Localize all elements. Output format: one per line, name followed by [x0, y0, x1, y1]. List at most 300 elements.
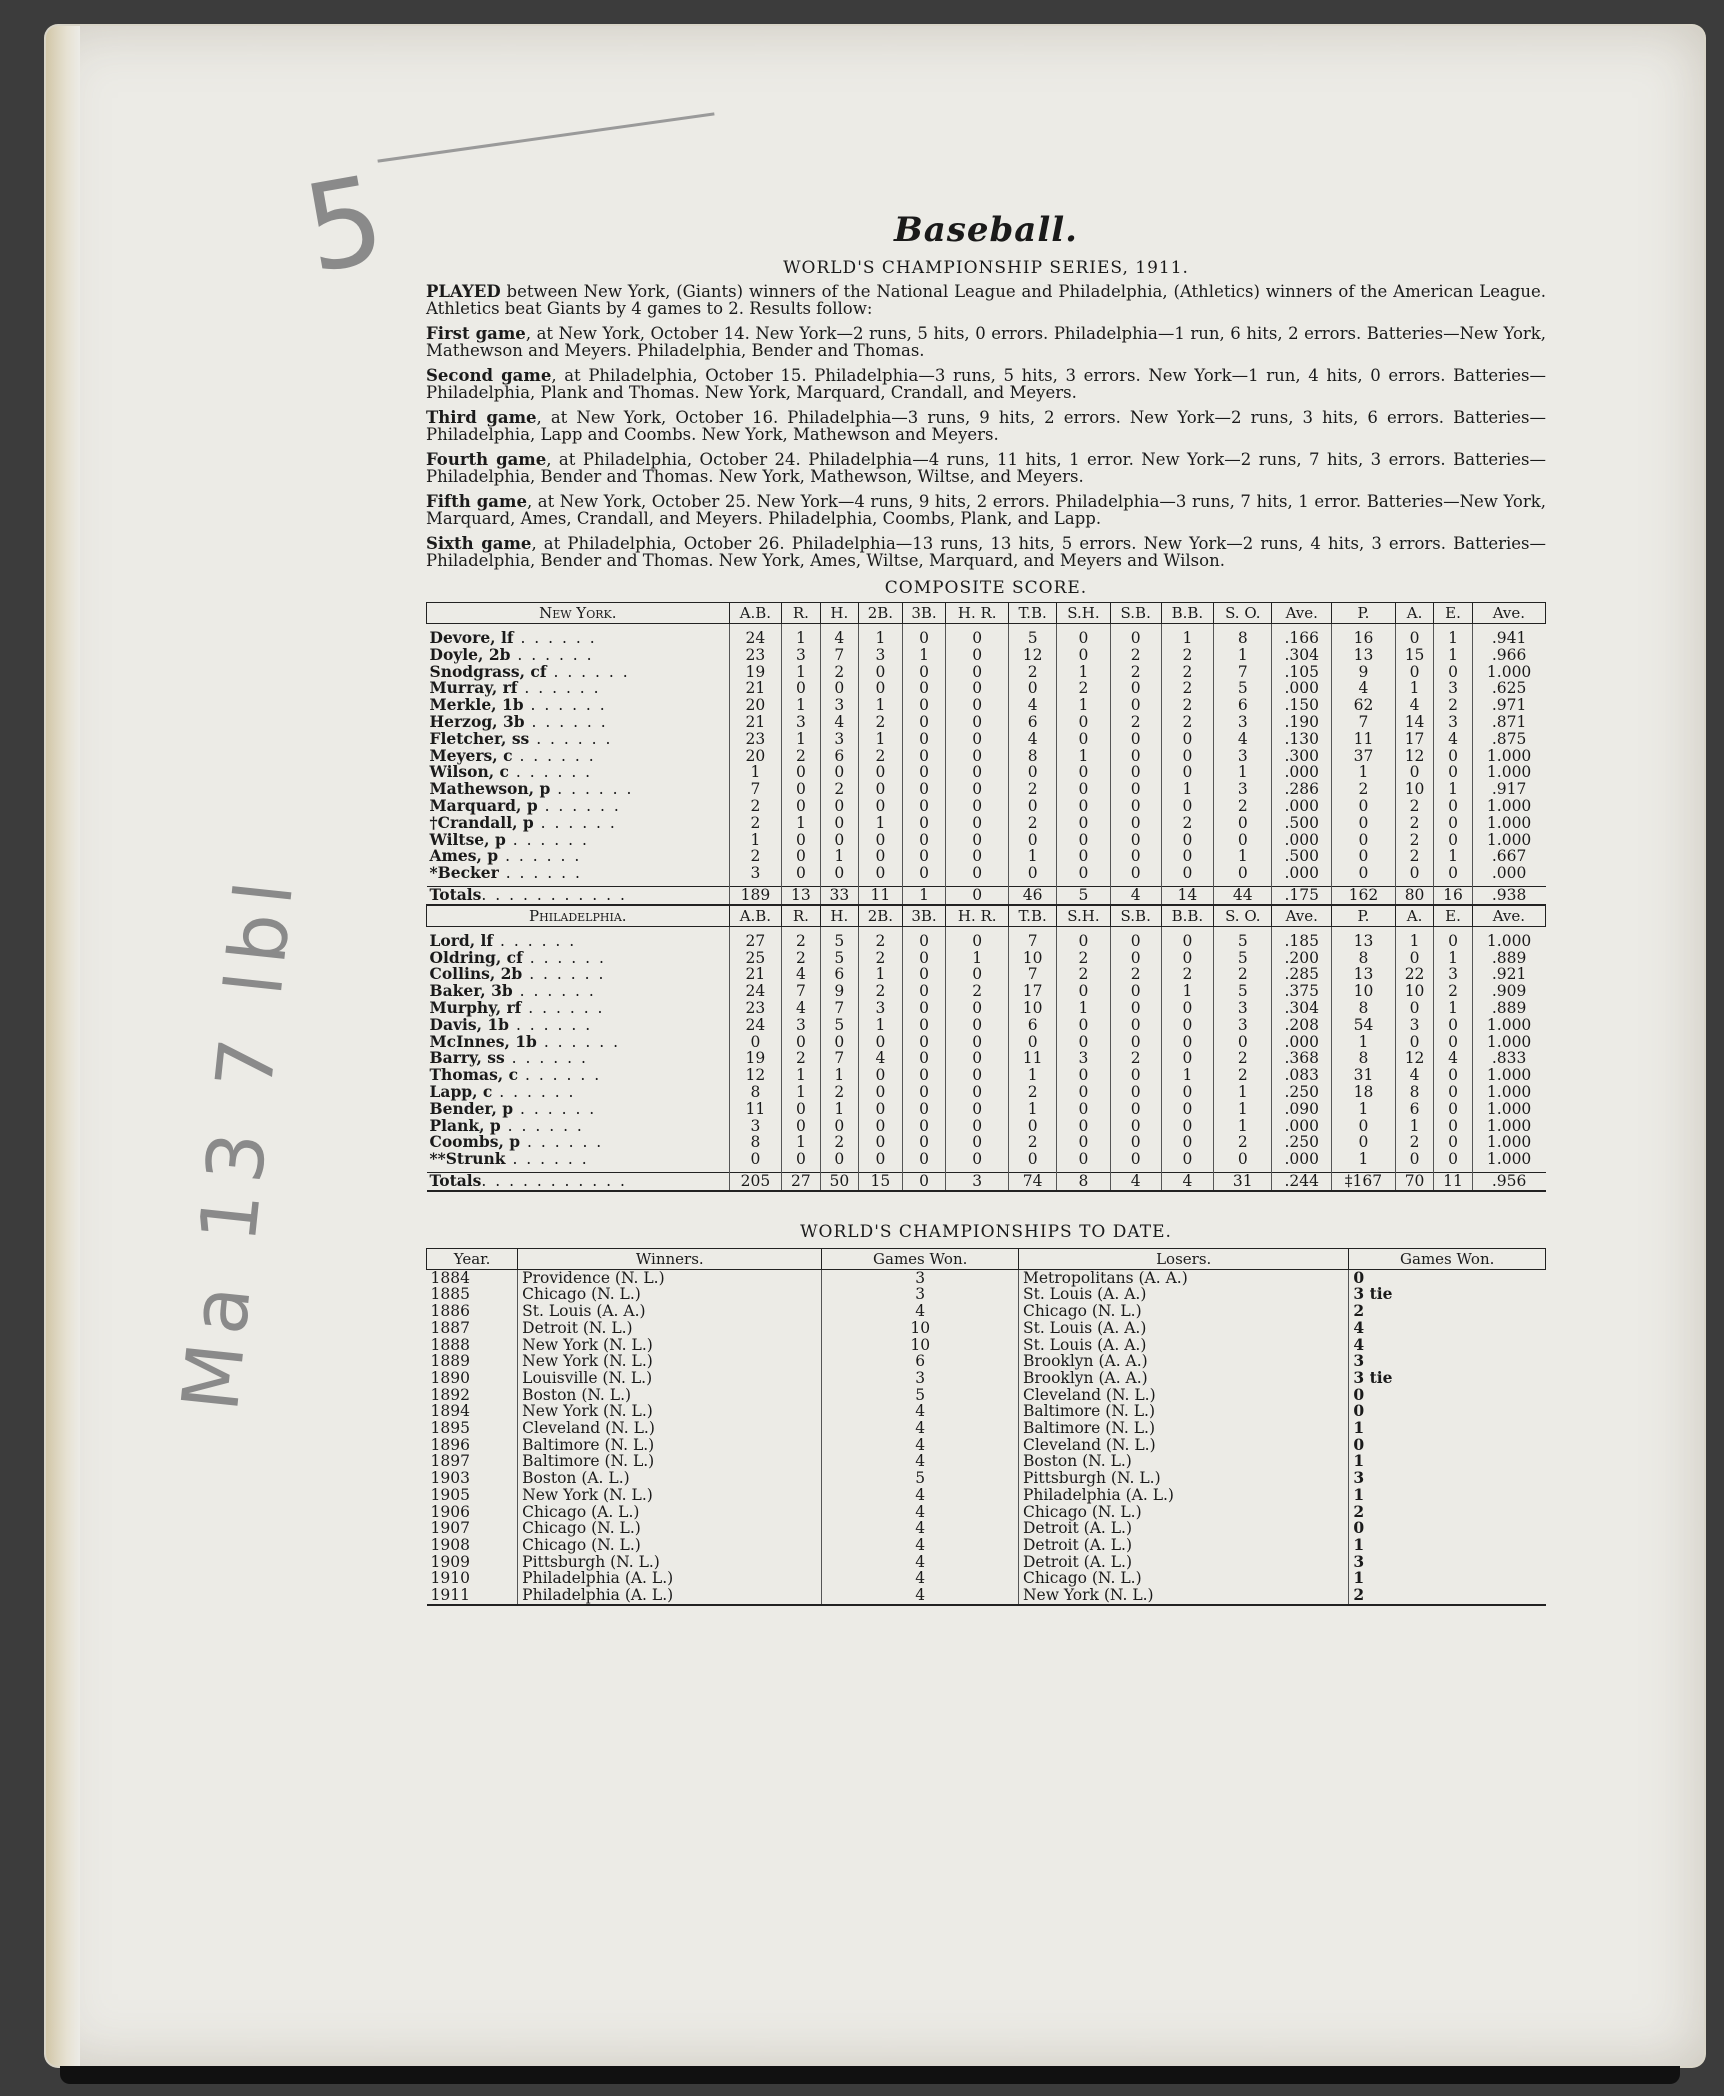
column-header: E.: [1434, 905, 1472, 927]
stat-cell: 0: [859, 1067, 903, 1084]
stat-cell: 0: [1057, 848, 1111, 865]
stat-cell: 8: [1332, 1000, 1396, 1017]
stat-cell: 1: [902, 647, 946, 664]
stat-cell: 0: [1332, 1134, 1396, 1151]
stat-cell: .000: [1472, 865, 1545, 886]
stat-cell: 0: [946, 624, 1009, 647]
year-cell: 1894: [430, 1402, 470, 1421]
stat-cell: 0: [1214, 1151, 1272, 1172]
game-results: [426, 284, 1546, 569]
column-header: A.B.: [729, 905, 782, 927]
column-header: B.B.: [1161, 905, 1214, 927]
stat-cell: 0: [902, 1101, 946, 1118]
stat-cell: 5: [820, 926, 858, 949]
stat-cell: 2: [1214, 966, 1272, 983]
leader-dots: . . . . . .: [529, 729, 613, 748]
totals-label-text: Totals: [429, 884, 482, 904]
stat-cell: 2: [946, 983, 1009, 1000]
stat-cell: 0: [859, 865, 903, 886]
stat-cell: .889: [1472, 1000, 1545, 1017]
stat-cell: 3: [782, 1017, 820, 1034]
stat-cell: 0: [1110, 1034, 1161, 1051]
stat-cell: 0: [1395, 1151, 1433, 1172]
stat-cell: 0: [946, 798, 1009, 815]
stat-cell: 0: [946, 865, 1009, 886]
stat-cell: 3: [1214, 1000, 1272, 1017]
stat-cell: 7: [1009, 926, 1057, 949]
column-header: T.B.: [1009, 905, 1057, 927]
stat-cell: 0: [946, 815, 1009, 832]
stat-cell: 1: [1395, 1118, 1433, 1135]
stat-cell: 1: [1214, 1118, 1272, 1135]
winner-cell: Detroit (N. L.): [518, 1320, 822, 1337]
total-cell: 205: [729, 1172, 782, 1190]
player-row: [427, 1118, 1546, 1135]
stat-cell: 3: [820, 731, 858, 748]
winner-cell: New York (N. L.): [518, 1487, 822, 1504]
loser-cell: Brooklyn (A. A.): [1018, 1370, 1348, 1387]
stat-cell: 0: [859, 1034, 903, 1051]
stat-cell: 2: [1214, 1050, 1272, 1067]
stat-cell: 0: [1395, 764, 1433, 781]
stat-cell: 23: [729, 1000, 782, 1017]
stat-cell: 3: [729, 865, 782, 886]
stat-cell: 1: [1057, 664, 1111, 681]
stat-cell: 1: [782, 731, 820, 748]
loser-cell: Chicago (N. L.): [1018, 1570, 1348, 1587]
stat-cell: .083: [1272, 1067, 1332, 1084]
leader-dots: . . . . . .: [500, 1116, 584, 1135]
stat-cell: 0: [1161, 832, 1214, 849]
stat-cell: 1: [1332, 1151, 1396, 1172]
stat-cell: 0: [1110, 764, 1161, 781]
stat-cell: 0: [1110, 1067, 1161, 1084]
stat-cell: 0: [1057, 1017, 1111, 1034]
stat-cell: 2: [1110, 664, 1161, 681]
stat-cell: 0: [946, 1017, 1009, 1034]
column-header: R.: [782, 603, 820, 624]
stat-cell: 2: [1395, 1134, 1433, 1151]
player-name-text: Devore, lf: [429, 628, 514, 647]
printed-page: [426, 210, 1546, 1606]
stat-cell: 1.000: [1472, 926, 1545, 949]
stat-cell: 9: [820, 983, 858, 1000]
stat-cell: 3: [859, 647, 903, 664]
stat-cell: 0: [1434, 748, 1472, 765]
games-won-cell: 3: [822, 1370, 1019, 1387]
stat-cell: 6: [820, 748, 858, 765]
championship-row: [427, 1504, 1546, 1521]
paragraph-text: , at New York, October 16. Philadelphia—3 runs, 9 hits, 2 errors. New York—2 runs, 3 hits, 6 errors. Batteries—Philadelphia, Lapp and Coombs. New York, Mathewson and Meyers.: [426, 408, 1546, 444]
stat-cell: 0: [782, 1101, 820, 1118]
stat-cell: 1: [1395, 926, 1433, 949]
stat-cell: 0: [859, 1134, 903, 1151]
stat-cell: 0: [1057, 714, 1111, 731]
stat-cell: 0: [1161, 748, 1214, 765]
stat-cell: 2: [1110, 647, 1161, 664]
stat-cell: 2: [1395, 815, 1433, 832]
stat-cell: 0: [782, 865, 820, 886]
leader-dots: . . . . . .: [513, 1099, 597, 1118]
stat-cell: .130: [1272, 731, 1332, 748]
stat-cell: 0: [1161, 1050, 1214, 1067]
column-header: P.: [1332, 603, 1396, 624]
total-cell: .175: [1272, 886, 1332, 904]
championships-table: [426, 1248, 1546, 1606]
stat-cell: 0: [902, 748, 946, 765]
stat-cell: 0: [902, 832, 946, 849]
stat-cell: 12: [729, 1067, 782, 1084]
championship-row: [427, 1554, 1546, 1571]
paragraph-text: , at Philadelphia, October 15. Philadelphia—3 runs, 5 hits, 3 errors. New York—1 run, 4 hits, 0 errors. Batteries—Philadelphia, Plank and Thomas. New York, Marquard, Crandall, and Meyers.: [426, 366, 1546, 402]
stat-cell: 1: [1332, 1034, 1396, 1051]
stat-cell: 0: [902, 714, 946, 731]
championship-row: [427, 1437, 1546, 1454]
stat-cell: 0: [1057, 926, 1111, 949]
total-cell: 44: [1214, 886, 1272, 904]
column-header: 2B.: [859, 603, 903, 624]
total-cell: 4: [1110, 1172, 1161, 1190]
loser-cell: Metropolitans (A. A.): [1018, 1269, 1348, 1286]
player-row: [427, 1134, 1546, 1151]
stat-cell: 0: [902, 1067, 946, 1084]
loser-cell: St. Louis (A. A.): [1018, 1286, 1348, 1303]
stat-cell: 0: [902, 983, 946, 1000]
games-won-cell: 4: [822, 1554, 1019, 1571]
games-won-cell: 3: [822, 1286, 1019, 1303]
stat-cell: .208: [1272, 1017, 1332, 1034]
championships-header: [427, 1248, 1546, 1269]
stat-cell: 2: [1161, 680, 1214, 697]
championship-row: [427, 1303, 1546, 1320]
stat-cell: 0: [1057, 764, 1111, 781]
player-name-text: Coombs, p: [429, 1132, 521, 1152]
stat-cell: 2: [1009, 1134, 1057, 1151]
player-name-text: Barry, ss: [429, 1048, 505, 1068]
stat-cell: 0: [1161, 1017, 1214, 1034]
winner-cell: New York (N. L.): [518, 1403, 822, 1420]
stat-cell: 0: [946, 748, 1009, 765]
stat-cell: 0: [1434, 764, 1472, 781]
stat-cell: 0: [1110, 926, 1161, 949]
series-subtitle: WORLD'S CHAMPIONSHIP SERIES, 1911.: [783, 258, 1189, 278]
stat-cell: 24: [729, 1017, 782, 1034]
stat-cell: 0: [820, 865, 858, 886]
leader-dots: . . . . . .: [509, 1015, 593, 1034]
column-header: Winners.: [518, 1248, 822, 1269]
games-lost-cell: 2: [1349, 1303, 1546, 1320]
stat-cell: 2: [1161, 966, 1214, 983]
year-cell: 1911: [427, 1587, 518, 1605]
total-cell: 4: [1110, 886, 1161, 904]
stat-cell: 2: [820, 1134, 858, 1151]
stat-cell: 1.000: [1472, 1017, 1545, 1034]
games-won-cell: 4: [822, 1420, 1019, 1437]
games-lost-cell: 0: [1349, 1269, 1546, 1286]
stat-cell: 0: [1057, 815, 1111, 832]
stat-cell: 0: [782, 764, 820, 781]
stat-cell: 0: [1110, 815, 1161, 832]
stat-cell: 0: [1434, 1151, 1472, 1172]
stat-cell: 0: [902, 926, 946, 949]
stat-cell: 0: [1110, 1118, 1161, 1135]
philadelphia-rows: [427, 926, 1546, 1190]
stat-cell: 2: [1057, 950, 1111, 967]
stat-cell: 2: [859, 926, 903, 949]
games-won-cell: 4: [822, 1570, 1019, 1587]
player-row: [427, 1067, 1546, 1084]
stat-cell: 7: [820, 1050, 858, 1067]
leader-dots: . . . . . .: [510, 645, 594, 664]
stat-cell: 4: [820, 624, 858, 647]
loser-cell: Detroit (A. L.): [1018, 1520, 1348, 1537]
stat-cell: 9: [1332, 664, 1396, 681]
stat-cell: 2: [820, 664, 858, 681]
totals-label: [427, 886, 730, 904]
total-cell: 13: [782, 886, 820, 904]
stat-cell: 0: [902, 865, 946, 886]
player-row: [427, 1050, 1546, 1067]
loser-cell: Baltimore (N. L.): [1018, 1420, 1348, 1437]
stat-cell: 0: [859, 1101, 903, 1118]
stat-cell: 8: [729, 1084, 782, 1101]
stat-cell: 0: [1110, 1017, 1161, 1034]
leader-dots: . . . . . .: [521, 998, 605, 1017]
stat-cell: 0: [902, 781, 946, 798]
games-lost-cell: 0: [1349, 1387, 1546, 1404]
stat-cell: 0: [1057, 983, 1111, 1000]
total-cell: ‡167: [1332, 1172, 1396, 1190]
stat-cell: 1.000: [1472, 1101, 1545, 1118]
stat-cell: .250: [1272, 1084, 1332, 1101]
player-row: [427, 624, 1546, 647]
leader-dots: . . . . . .: [504, 1049, 588, 1068]
player-name-text: Wiltse, p: [429, 829, 506, 849]
games-lost-cell: 3: [1349, 1554, 1546, 1571]
stat-cell: 0: [902, 1118, 946, 1135]
stat-cell: 0: [1395, 1034, 1433, 1051]
player-row: [427, 664, 1546, 681]
stat-cell: 2: [859, 950, 903, 967]
total-cell: 46: [1009, 886, 1057, 904]
stat-cell: 0: [1434, 1118, 1472, 1135]
player-name-text: Meyers, c: [429, 745, 513, 765]
stat-cell: 0: [1434, 798, 1472, 815]
stat-cell: 0: [782, 1151, 820, 1172]
stat-cell: 12: [1395, 1050, 1433, 1067]
stat-cell: 1: [859, 731, 903, 748]
stat-cell: .250: [1272, 1134, 1332, 1151]
winner-cell: Chicago (N. L.): [518, 1537, 822, 1554]
year-cell: 1888: [430, 1335, 470, 1354]
composite-header-philadelphia: [427, 905, 1546, 927]
stat-cell: .625: [1472, 680, 1545, 697]
stat-cell: 1: [1057, 748, 1111, 765]
player-row: [427, 983, 1546, 1000]
column-header: A.: [1395, 603, 1433, 624]
leader-dots: . . . . . .: [524, 712, 608, 731]
column-header: S.H.: [1057, 603, 1111, 624]
stat-cell: 0: [1434, 664, 1472, 681]
total-cell: 80: [1395, 886, 1433, 904]
stat-cell: 0: [1332, 832, 1396, 849]
stat-cell: 1: [1434, 1000, 1472, 1017]
stat-cell: 0: [1057, 1151, 1111, 1172]
stat-cell: 1: [1214, 848, 1272, 865]
stat-cell: 4: [1434, 731, 1472, 748]
stat-cell: 1.000: [1472, 1134, 1545, 1151]
stat-cell: 7: [782, 983, 820, 1000]
stat-cell: 31: [1332, 1067, 1396, 1084]
player-name-text: Fletcher, ss: [429, 728, 530, 748]
stat-cell: 0: [782, 781, 820, 798]
stat-cell: 0: [1395, 865, 1433, 886]
stat-cell: 25: [729, 950, 782, 967]
stat-cell: 3: [1214, 748, 1272, 765]
column-header: 3B.: [902, 603, 946, 624]
stat-cell: 5: [1009, 624, 1057, 647]
stat-cell: 1: [1161, 983, 1214, 1000]
total-cell: 31: [1214, 1172, 1272, 1190]
games-lost-cell: 0: [1349, 1437, 1546, 1454]
stat-cell: 0: [946, 1000, 1009, 1017]
stat-cell: 0: [902, 950, 946, 967]
stat-cell: 6: [1009, 1017, 1057, 1034]
player-name-text: Thomas, c: [429, 1065, 519, 1085]
games-lost-cell: 1: [1349, 1487, 1546, 1504]
stat-cell: 1.000: [1472, 1118, 1545, 1135]
leader-dots: . . . . . .: [508, 763, 593, 782]
stat-cell: 2: [1161, 647, 1214, 664]
stat-cell: 1.000: [1472, 832, 1545, 849]
stat-cell: 2: [1009, 1084, 1057, 1101]
stat-cell: 8: [729, 1134, 782, 1151]
stat-cell: 2: [820, 1084, 858, 1101]
stat-cell: 6: [1395, 1101, 1433, 1118]
stat-cell: .941: [1472, 624, 1545, 647]
stat-cell: 2: [1434, 983, 1472, 1000]
player-row: [427, 798, 1546, 815]
games-lost-cell: 1: [1349, 1537, 1546, 1554]
stat-cell: .105: [1272, 664, 1332, 681]
column-header: H. R.: [946, 603, 1009, 624]
stat-cell: 0: [902, 1134, 946, 1151]
winner-cell: Boston (N. L.): [518, 1387, 822, 1404]
stat-cell: 0: [1009, 865, 1057, 886]
stat-cell: .871: [1472, 714, 1545, 731]
stat-cell: 0: [1057, 647, 1111, 664]
stat-cell: 2: [729, 815, 782, 832]
leader-dots: . . . . . . . . . . .: [481, 885, 627, 904]
stat-cell: 1.000: [1472, 1084, 1545, 1101]
games-won-cell: 6: [822, 1353, 1019, 1370]
championships-rows: [427, 1269, 1546, 1605]
leader-dots: . . . . . . . . . . .: [481, 1171, 627, 1190]
stat-cell: 0: [946, 832, 1009, 849]
stat-cell: 6: [1009, 714, 1057, 731]
stat-cell: 20: [729, 748, 782, 765]
leader-dots: . . . . . .: [546, 662, 630, 681]
championship-row: [427, 1337, 1546, 1354]
stat-cell: .166: [1272, 624, 1332, 647]
stat-cell: 12: [1009, 647, 1057, 664]
stat-cell: .185: [1272, 926, 1332, 949]
stat-cell: 0: [1161, 1034, 1214, 1051]
paragraph-text: , at Philadelphia, October 26. Philadelphia—13 runs, 13 hits, 5 errors. New York—2 runs, 4 hits, 3 errors. Batteries—Philadelphia, Bender and Thomas. New York, Ames, Wiltse, Marquard, and Meyers and Wilson.: [426, 534, 1546, 570]
total-cell: .244: [1272, 1172, 1332, 1190]
column-header: R.: [782, 905, 820, 927]
stat-cell: .909: [1472, 983, 1545, 1000]
leader-dots: . . . . . .: [498, 864, 582, 883]
stat-cell: 0: [902, 697, 946, 714]
stat-cell: 2: [1395, 798, 1433, 815]
paragraph-lead: Fifth game: [426, 492, 527, 511]
stat-cell: .000: [1272, 1118, 1332, 1135]
stat-cell: 7: [1332, 714, 1396, 731]
championship-row: [427, 1420, 1546, 1437]
leader-dots: . . . . . .: [498, 847, 582, 866]
stat-cell: 11: [729, 1101, 782, 1118]
year-cell: 1895: [430, 1419, 470, 1438]
games-lost-cell: 0: [1349, 1403, 1546, 1420]
stat-cell: 1.000: [1472, 748, 1545, 765]
stat-cell: .875: [1472, 731, 1545, 748]
championships-title: WORLD'S CHAMPIONSHIPS TO DATE.: [800, 1221, 1172, 1242]
stat-cell: 0: [1161, 1151, 1214, 1172]
total-cell: 74: [1009, 1172, 1057, 1190]
games-lost-cell: 1: [1349, 1420, 1546, 1437]
total-cell: 27: [782, 1172, 820, 1190]
stat-cell: 0: [1110, 798, 1161, 815]
stat-cell: 0: [1332, 865, 1396, 886]
year-cell: 1885: [430, 1285, 470, 1304]
player-name: [427, 624, 730, 647]
stat-cell: 0: [859, 764, 903, 781]
stat-cell: 0: [729, 1151, 782, 1172]
stat-cell: 0: [782, 798, 820, 815]
stat-cell: 1: [1009, 848, 1057, 865]
player-row: [427, 1151, 1546, 1172]
pencil-number: 5: [294, 150, 394, 301]
winner-cell: Boston (A. L.): [518, 1470, 822, 1487]
stat-cell: .000: [1272, 764, 1332, 781]
loser-cell: Chicago (N. L.): [1018, 1303, 1348, 1320]
leader-dots: . . . . . .: [512, 746, 596, 765]
stat-cell: 24: [729, 624, 782, 647]
year-cell: 1905: [430, 1485, 470, 1504]
stat-cell: 2: [1395, 832, 1433, 849]
stat-cell: 0: [1434, 1084, 1472, 1101]
stat-cell: 0: [859, 798, 903, 815]
stat-cell: 0: [1057, 1034, 1111, 1051]
stat-cell: 1.000: [1472, 1067, 1545, 1084]
stat-cell: 2: [1057, 966, 1111, 983]
paragraph-text: , at New York, October 25. New York—4 runs, 9 hits, 2 errors. Philadelphia—3 runs, 7 hits, 1 error. Batteries—New York, Marquard, Ames, Crandall, and Meyers. Philadelphia, Coombs, Plank, and Lapp.: [426, 492, 1546, 528]
stat-cell: 0: [1395, 950, 1433, 967]
paragraph-lead: PLAYED: [426, 282, 501, 301]
stat-cell: 4: [859, 1050, 903, 1067]
stat-cell: 0: [1161, 1134, 1214, 1151]
stat-cell: 0: [1110, 748, 1161, 765]
stat-cell: 4: [1009, 697, 1057, 714]
stat-cell: 0: [1057, 798, 1111, 815]
games-won-cell: 10: [822, 1337, 1019, 1354]
stat-cell: 0: [1110, 848, 1161, 865]
stat-cell: 0: [1110, 1000, 1161, 1017]
stat-cell: 0: [902, 1050, 946, 1067]
stat-cell: 1: [782, 1134, 820, 1151]
column-header: Games Won.: [1349, 1248, 1546, 1269]
